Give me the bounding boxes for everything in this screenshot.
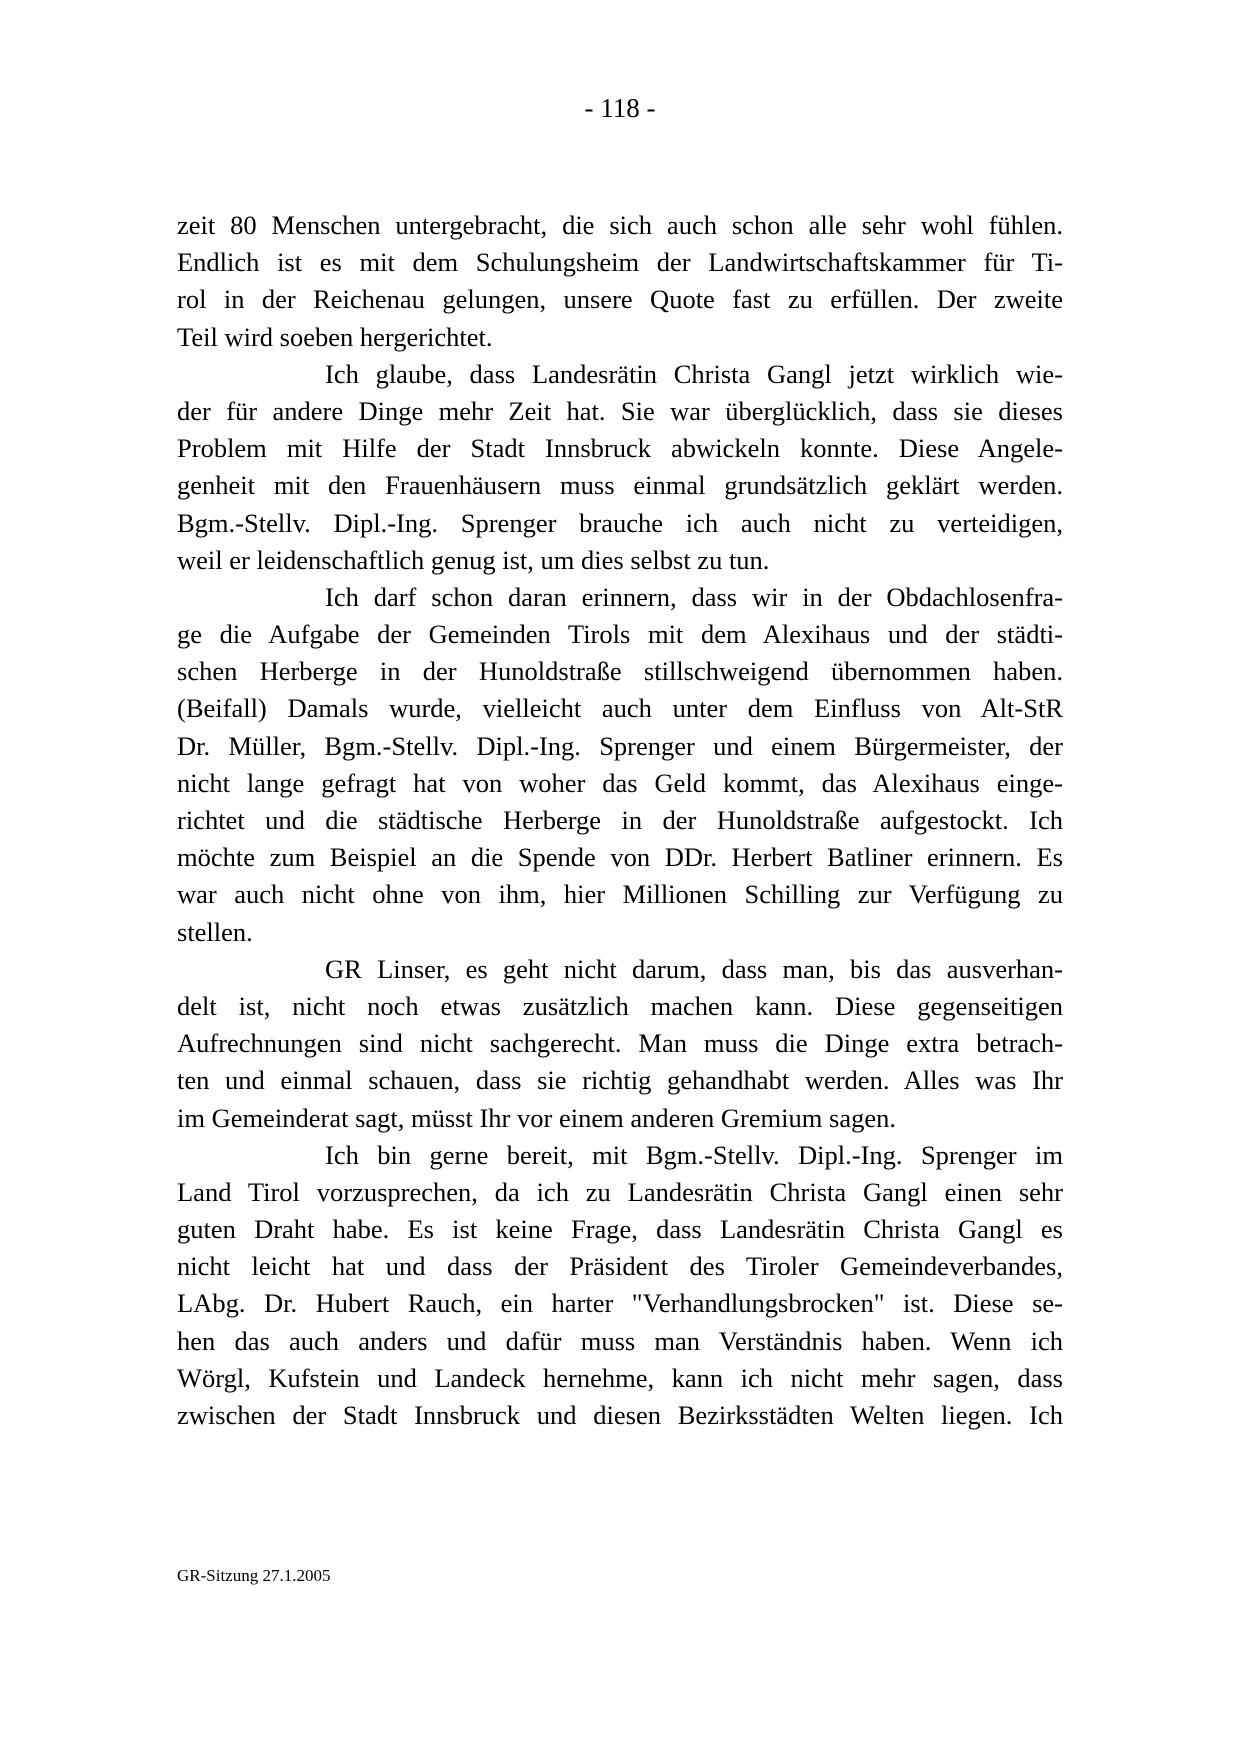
text-line: Aufrechnungen sind nicht sachgerecht. Man muss die Dinge extra betrach- xyxy=(177,1028,1063,1059)
text-line: im Gemeinderat sagt, müsst Ihr vor einem anderen Gremium sagen. xyxy=(177,1102,896,1133)
text-line: der für andere Dinge mehr Zeit hat. Sie war überglücklich, dass sie dieses xyxy=(177,395,1063,426)
text-line: zwischen der Stadt Innsbruck und diesen Bezirksstädten Welten liegen. Ich xyxy=(177,1400,1063,1430)
text-line: Land Tirol vorzusprechen, da ich zu Landesrätin Christa Gangl einen sehr xyxy=(177,1176,1063,1207)
text-line: zeit 80 Menschen untergebracht, die sich auch schon alle sehr wohl fühlen. xyxy=(177,210,1063,240)
text-line: guten Draht habe. Es ist keine Frage, dass Landesrätin Christa Gangl es xyxy=(177,1214,1063,1245)
text-line: Problem mit Hilfe der Stadt Innsbruck abwickeln konnte. Diese Angele- xyxy=(177,433,1063,464)
text-line: nicht leicht hat und dass der Präsident des Tiroler Gemeindeverbandes, xyxy=(177,1251,1063,1282)
text-line: Teil wird soeben hergerichtet. xyxy=(177,321,493,352)
text-line: Dr. Müller, Bgm.-Stellv. Dipl.-Ing. Sprenger und einem Bürgermeister, der xyxy=(177,730,1063,761)
text-line: Wörgl, Kufstein und Landeck hernehme, kann ich nicht mehr sagen, dass xyxy=(177,1362,1063,1393)
footer-session-label: GR-Sitzung 27.1.2005 xyxy=(177,1566,331,1585)
text-line: richtet und die städtische Herberge in der Hunoldstraße aufgestockt. Ich xyxy=(177,805,1063,835)
text-line: Ich glaube, dass Landesrätin Christa Gangl jetzt wirklich wie- xyxy=(325,358,1063,389)
page-number: - 118 - xyxy=(584,93,656,123)
text-line: Ich bin gerne bereit, mit Bgm.-Stellv. Dipl.-Ing. Sprenger im xyxy=(325,1139,1063,1170)
text-line: GR Linser, es geht nicht darum, dass man, bis das ausverhan- xyxy=(325,953,1063,984)
paragraph xyxy=(177,207,1063,356)
text-line: LAbg. Dr. Hubert Rauch, ein harter "Verhandlungsbrocken" ist. Diese se- xyxy=(177,1288,1063,1319)
text-line: war auch nicht ohne von ihm, hier Millionen Schilling zur Verfügung zu xyxy=(177,879,1063,910)
text-line: ge die Aufgabe der Gemeinden Tirols mit dem Alexihaus und der städti- xyxy=(177,619,1063,650)
text-line: rol in der Reichenau gelungen, unsere Quote fast zu erfüllen. Der zweite xyxy=(177,284,1063,315)
text-line: Ich darf schon daran erinnern, dass wir in der Obdachlosenfra- xyxy=(325,581,1063,612)
text-line: delt ist, nicht noch etwas zusätzlich machen kann. Diese gegenseitigen xyxy=(177,990,1063,1021)
text-line: schen Herberge in der Hunoldstraße stillschweigend übernommen haben. xyxy=(177,656,1063,687)
text-line: Bgm.-Stellv. Dipl.-Ing. Sprenger brauche ich auch nicht zu verteidigen, xyxy=(177,507,1063,538)
paragraph xyxy=(177,579,1063,951)
text-line: weil er leidenschaftlich genug ist, um dies selbst zu tun. xyxy=(177,544,770,575)
text-line: genheit mit den Frauenhäusern muss einmal grundsätzlich geklärt werden. xyxy=(177,470,1063,501)
body-text xyxy=(177,207,1063,1434)
text-line: nicht lange gefragt hat von woher das Geld kommt, das Alexihaus einge- xyxy=(177,767,1063,798)
paragraph xyxy=(177,1137,1063,1435)
text-line: ten und einmal schauen, dass sie richtig gehandhabt werden. Alles was Ihr xyxy=(177,1065,1063,1096)
paragraph xyxy=(177,951,1063,1137)
paragraph xyxy=(177,356,1063,579)
text-line: Endlich ist es mit dem Schulungsheim der Landwirtschaftskammer für Ti- xyxy=(177,247,1063,278)
text-line: (Beifall) Damals wurde, vielleicht auch unter dem Einfluss von Alt-StR xyxy=(177,693,1063,724)
text-line: möchte zum Beispiel an die Spende von DDr. Herbert Batliner erinnern. Es xyxy=(177,842,1063,873)
text-line: stellen. xyxy=(177,916,253,947)
text-line: hen das auch anders und dafür muss man Verständnis haben. Wenn ich xyxy=(177,1325,1063,1356)
